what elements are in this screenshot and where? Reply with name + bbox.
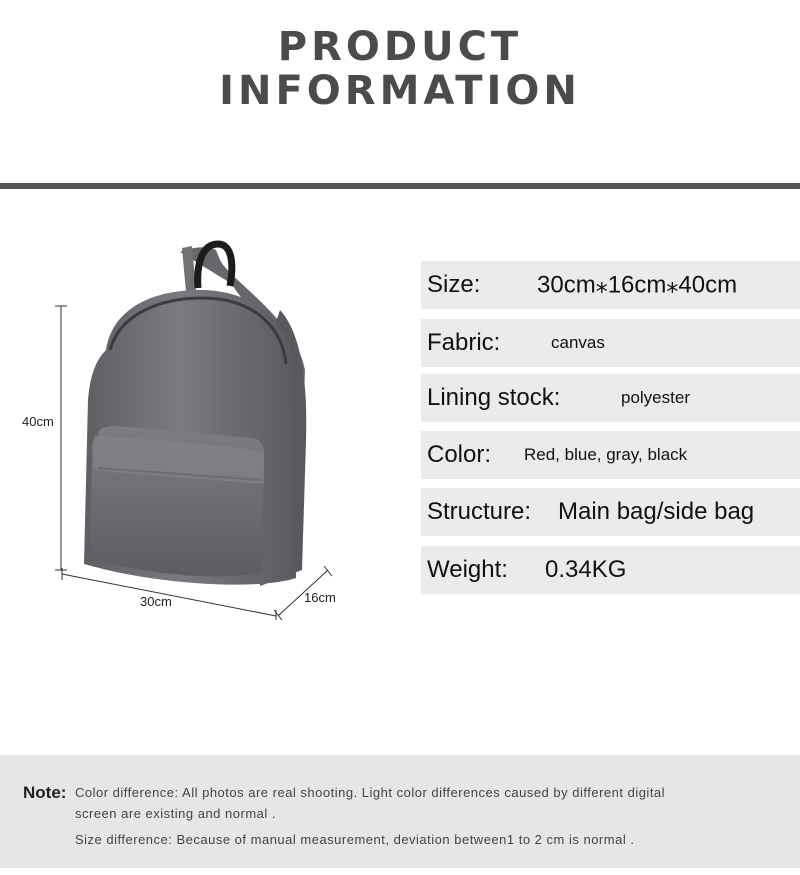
height-label: 40cm xyxy=(22,414,54,429)
height-dimension xyxy=(55,306,67,570)
spec-row-size xyxy=(421,261,800,309)
note-size-difference: Size difference: Because of manual measurement, deviation between1 to 2 cm is normal . xyxy=(75,832,635,847)
header-divider xyxy=(0,183,800,189)
spec-value-weight: 0.34KG xyxy=(545,556,627,583)
spec-label-fabric: Fabric: xyxy=(427,329,501,356)
spec-value-size: 30cm⁎16cm⁎40cm xyxy=(537,271,738,299)
spec-value-fabric: canvas xyxy=(551,333,605,352)
width-label: 30cm xyxy=(140,594,172,609)
note-color-difference-cont: screen are existing and normal . xyxy=(75,806,276,821)
spec-label-lining: Lining stock: xyxy=(427,384,561,411)
spec-value-color: Red, blue, gray, black xyxy=(524,445,688,464)
spec-row-weight xyxy=(421,546,800,594)
note-color-difference: Color difference: All photos are real shooting. Light color differences caused by different digital xyxy=(75,785,666,800)
note-label: Note: xyxy=(23,783,67,802)
spec-row-fabric xyxy=(421,319,800,367)
spec-row-structure xyxy=(421,488,800,536)
spec-label-weight: Weight: xyxy=(427,556,508,583)
spec-row-color xyxy=(421,431,800,479)
title-line-2: INFORMATION xyxy=(219,68,581,114)
backpack-image xyxy=(20,240,360,620)
title-line-1: PRODUCT xyxy=(277,24,523,70)
spec-label-structure: Structure: xyxy=(427,498,532,525)
depth-label: 16cm xyxy=(304,590,336,605)
note-panel xyxy=(0,755,800,868)
spec-row-lining xyxy=(421,374,800,422)
spec-label-size: Size: xyxy=(427,271,481,298)
spec-label-color: Color: xyxy=(427,441,492,468)
spec-value-lining: polyester xyxy=(621,388,690,407)
spec-value-structure: Main bag/side bag xyxy=(558,498,755,525)
